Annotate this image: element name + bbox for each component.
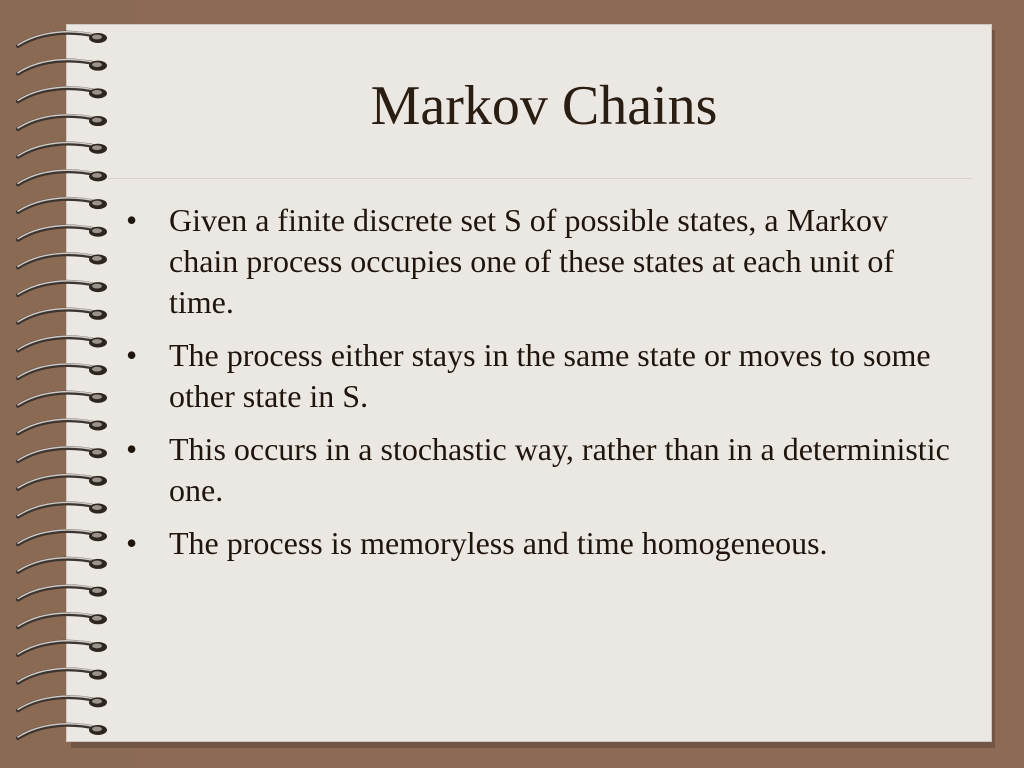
bullet-marker: • — [126, 431, 138, 467]
binding-ring — [18, 336, 107, 350]
binding-ring — [18, 364, 107, 378]
list-item — [126, 523, 956, 564]
bullet-text: Given a finite discrete set S of possible states, a Markov chain process occupies one of these states at each unit of time. — [169, 202, 895, 320]
binding-ring — [18, 585, 107, 599]
binding-ring — [18, 32, 107, 46]
binding-ring — [18, 226, 107, 240]
binding-ring — [18, 198, 107, 212]
title-divider — [108, 178, 972, 179]
binding-ring — [18, 309, 107, 323]
binding-ring — [18, 668, 107, 682]
bullet-text: The process is memoryless and time homogeneous. — [169, 525, 828, 561]
binding-ring — [18, 115, 107, 129]
binding-ring — [18, 530, 107, 544]
binding-ring — [18, 475, 107, 489]
binding-ring — [18, 558, 107, 572]
binding-ring — [18, 641, 107, 655]
bullet-list — [126, 200, 956, 576]
spiral-binding-icon — [0, 0, 134, 768]
bullet-marker: • — [126, 202, 138, 238]
binding-ring — [18, 447, 107, 461]
binding-ring — [18, 143, 107, 157]
slide-title: Markov Chains — [370, 75, 718, 137]
binding-ring — [18, 502, 107, 516]
list-item — [126, 200, 956, 323]
bullet-marker: • — [126, 337, 138, 373]
binding-ring — [18, 392, 107, 406]
binding-ring — [18, 59, 107, 73]
bullet-text: The process either stays in the same state or moves to some other state in S. — [169, 337, 931, 414]
binding-ring — [18, 170, 107, 184]
binding-ring — [18, 696, 107, 710]
binding-ring — [18, 419, 107, 433]
bullet-text: This occurs in a stochastic way, rather than in a deterministic one. — [169, 431, 950, 508]
bullet-marker: • — [126, 525, 138, 561]
binding-ring — [18, 281, 107, 295]
list-item — [126, 335, 956, 417]
binding-ring — [18, 87, 107, 101]
binding-ring — [18, 613, 107, 627]
binding-ring — [18, 724, 107, 738]
binding-ring — [18, 253, 107, 267]
list-item — [126, 429, 956, 511]
